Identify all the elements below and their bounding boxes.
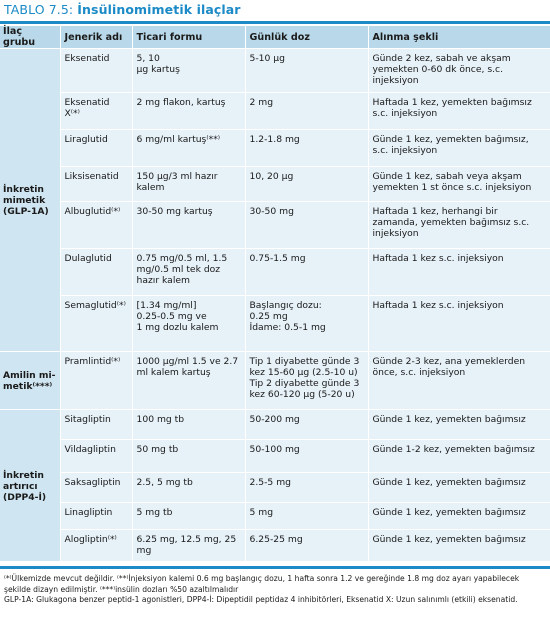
generic-name-cell: Dulaglutid — [60, 249, 132, 296]
generic-name-cell: Pramlintid⁽*⁾ — [60, 352, 132, 410]
trade-form-cell: 30-50 mg kartuş — [132, 202, 245, 249]
footnote-2: GLP-1A: Glukagona benzer peptid-1 agonistleri, DPP4-İ: Dipeptidil peptidaz 4 inhibitörleri, Eksenatid X: Uzun salınımlı (etkili) eksenatid. — [4, 595, 518, 604]
administration-cell: Haftada 1 kez s.c. injeksiyon — [368, 249, 550, 296]
trade-form-cell: 6.25 mg, 12.5 mg, 25 mg — [132, 530, 245, 562]
footnote-1: ⁽*⁾Ülkemizde mevcut değildir. ⁽**⁾İnjeksiyon kalemi 0.6 mg başlangıç dozu, 1 hafta sonra 1.2 ve gereğinde 1.8 mg doz ayarı yapabilecek şekilde dizayn edilmiştir. ⁽***⁾insülin dozları %50 azaltılmalıdır — [4, 574, 520, 594]
generic-name-cell: Albuglutid⁽*⁾ — [60, 202, 132, 249]
trade-form-cell: 6 mg/ml kartuş⁽**⁾ — [132, 130, 245, 167]
col-header-dose: Günlük doz — [245, 26, 368, 49]
drug-group-cell — [0, 49, 60, 352]
drug-group-name: İnkretin — [3, 469, 44, 481]
trade-form-cell: 5, 10 µg kartuş — [132, 49, 245, 93]
table-body — [0, 49, 550, 562]
daily-dose-cell: 6.25-25 mg — [245, 530, 368, 562]
administration-cell: Günde 1 kez, yemekten bağımsız — [368, 503, 550, 530]
generic-name-cell: Linagliptin — [60, 503, 132, 530]
table-caption: İnsülinomimetik ilaçlar — [77, 2, 241, 17]
generic-name-cell: Vildagliptin — [60, 440, 132, 473]
table-row — [0, 503, 550, 530]
drug-group-name: İnkretin — [3, 184, 44, 195]
drug-group-cell — [0, 352, 60, 410]
trade-form-cell: 50 mg tb — [132, 440, 245, 473]
daily-dose-cell: 2 mg — [245, 93, 368, 130]
drug-table — [0, 26, 550, 562]
table-row — [0, 410, 550, 440]
drug-group-name: metik⁽***⁾ — [3, 381, 53, 392]
generic-name-cell: Alogliptin⁽*⁾ — [60, 530, 132, 562]
generic-name-cell: Semaglutid⁽*⁾ — [60, 296, 132, 352]
trade-form-cell: 0.75 mg/0.5 ml, 1.5 mg/0.5 ml tek doz hazır kalem — [132, 249, 245, 296]
daily-dose-cell: 30-50 mg — [245, 202, 368, 249]
trade-form-cell: 100 mg tb — [132, 410, 245, 440]
administration-cell: Günde 2-3 kez, ana yemeklerden önce, s.c. injeksiyon — [368, 352, 550, 410]
trade-form-cell: 5 mg tb — [132, 503, 245, 530]
table-row — [0, 440, 550, 473]
daily-dose-cell: 50-200 mg — [245, 410, 368, 440]
drug-group-name: (GLP-1A) — [3, 206, 49, 217]
trade-form-cell: 1000 µg/ml 1.5 ve 2.7 ml kalem kartuş — [132, 352, 245, 410]
administration-cell: Haftada 1 kez, herhangi bir zamanda, yemekten bağımsız s.c. injeksiyon — [368, 202, 550, 249]
administration-cell: Haftada 1 kez, yemekten bağımsız s.c. injeksiyon — [368, 93, 550, 130]
generic-name-cell: Sitagliptin — [60, 410, 132, 440]
table-row — [0, 530, 550, 562]
trade-form-cell: 2 mg flakon, kartuş — [132, 93, 245, 130]
drug-group-name: artırıcı — [3, 480, 38, 492]
col-header-route: Alınma şekli — [368, 26, 550, 49]
generic-name-cell: Eksenatid — [60, 49, 132, 93]
table-row — [0, 167, 550, 202]
daily-dose-cell: 0.75-1.5 mg — [245, 249, 368, 296]
generic-name-cell: Liksisenatid — [60, 167, 132, 202]
table-row — [0, 249, 550, 296]
table-row — [0, 93, 550, 130]
administration-cell: Günde 2 kez, sabah ve akşam yemekten 0-60 dk önce, s.c. injeksiyon — [368, 49, 550, 93]
administration-cell: Günde 1 kez, sabah veya akşam yemekten 1 st önce s.c. injeksiyon — [368, 167, 550, 202]
generic-name-cell: Liraglutid — [60, 130, 132, 167]
table-title — [4, 2, 241, 17]
table-row — [0, 202, 550, 249]
daily-dose-cell: Tip 1 diyabette günde 3 kez 15-60 µg (2.5-10 u) Tip 2 diyabette günde 3 kez 60-120 µg (5-20 u) — [245, 352, 368, 410]
table-row — [0, 473, 550, 503]
trade-form-cell: 150 µg/3 ml hazır kalem — [132, 167, 245, 202]
col-header-generic: Jenerik adı — [60, 26, 132, 49]
bottom-rule — [0, 566, 550, 569]
col-header-group: İlaç grubu — [0, 26, 60, 49]
table-number: TABLO 7.5: — [4, 2, 74, 17]
top-rule — [0, 21, 550, 24]
table-row — [0, 130, 550, 167]
generic-name-cell: Saksagliptin — [60, 473, 132, 503]
daily-dose-cell: 5 mg — [245, 503, 368, 530]
table-row — [0, 49, 550, 93]
administration-cell: Haftada 1 kez s.c. injeksiyon — [368, 296, 550, 352]
daily-dose-cell: 2.5-5 mg — [245, 473, 368, 503]
administration-cell: Günde 1-2 kez, yemekten bağımsız — [368, 440, 550, 473]
administration-cell: Günde 1 kez, yemekten bağımsız — [368, 410, 550, 440]
daily-dose-cell: 50-100 mg — [245, 440, 368, 473]
administration-cell: Günde 1 kez, yemekten bağımsız — [368, 530, 550, 562]
daily-dose-cell: 5-10 µg — [245, 49, 368, 93]
trade-form-cell: [1.34 mg/ml] 0.25-0.5 mg ve 1 mg dozlu kalem — [132, 296, 245, 352]
footnotes — [4, 574, 546, 606]
table-row — [0, 352, 550, 410]
drug-group-cell — [0, 410, 60, 562]
drug-group-name: Amilin mi- — [3, 370, 56, 381]
daily-dose-cell: 1.2-1.8 mg — [245, 130, 368, 167]
header-row — [0, 26, 550, 49]
administration-cell: Günde 1 kez, yemekten bağımsız, s.c. injeksiyon — [368, 130, 550, 167]
drug-group-name: mimetik — [3, 195, 46, 206]
col-header-form: Ticari formu — [132, 26, 245, 49]
trade-form-cell: 2.5, 5 mg tb — [132, 473, 245, 503]
daily-dose-cell: 10, 20 µg — [245, 167, 368, 202]
table-row — [0, 296, 550, 352]
drug-group-name: (DPP4-İ) — [3, 491, 47, 503]
daily-dose-cell: Başlangıç dozu: 0.25 mg İdame: 0.5-1 mg — [245, 296, 368, 352]
generic-name-cell: Eksenatid X⁽*⁾ — [60, 93, 132, 130]
administration-cell: Günde 1 kez, yemekten bağımsız — [368, 473, 550, 503]
